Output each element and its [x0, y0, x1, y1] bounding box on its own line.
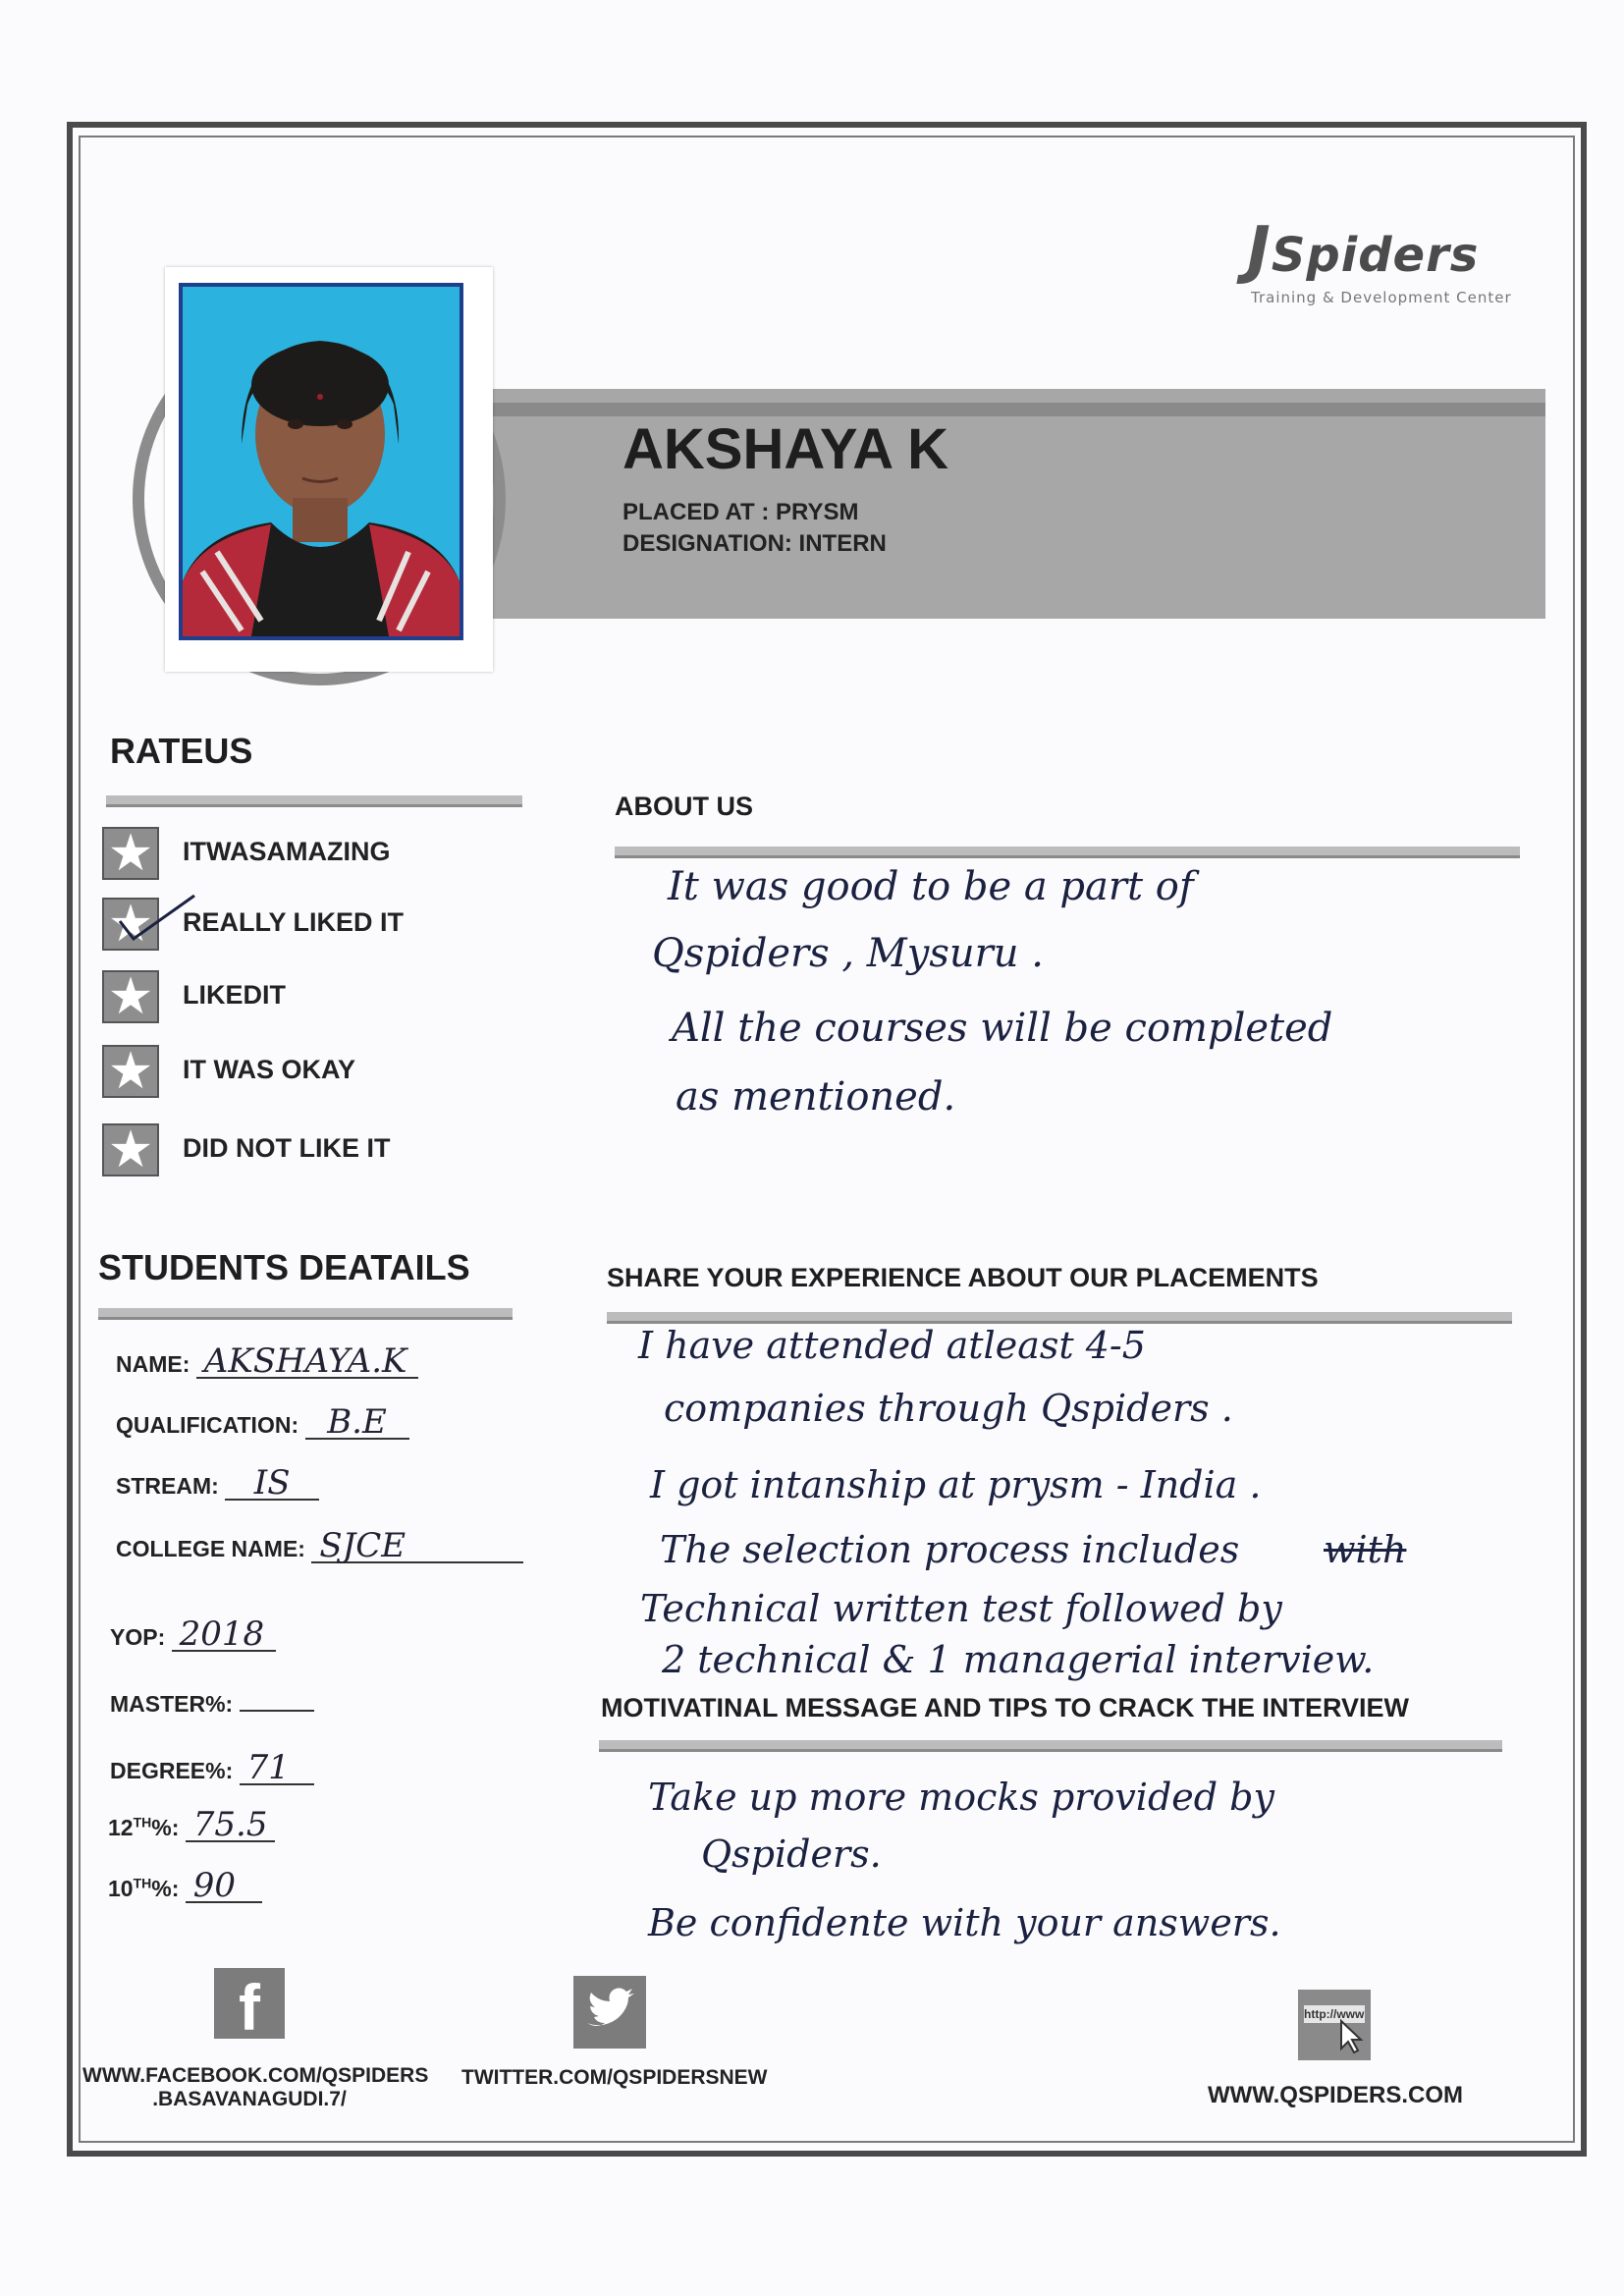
jspiders-logo [1247, 214, 1542, 316]
student-details-title: STUDENTS DEATAILS [98, 1247, 470, 1287]
student-name-heading: AKSHAYA K [623, 417, 948, 481]
star-icon: ★ [102, 970, 159, 1023]
qualification-field: QUALIFICATION: B.E [116, 1406, 409, 1440]
stream-field: STREAM: IS [116, 1467, 319, 1501]
logo-word: Spiders [1271, 228, 1480, 283]
rating-label: IT WAS OKAY [183, 1055, 356, 1084]
motivation-title: MOTIVATINAL MESSAGE AND TIPS TO CRACK THE INTERVIEW [601, 1693, 1410, 1722]
motivation-line-2: Qspiders. [701, 1832, 882, 1876]
rating-label: ITWASAMAZING [183, 837, 391, 866]
facebook-icon[interactable]: f [214, 1968, 285, 2039]
master-field: MASTER%: [110, 1691, 314, 1718]
placement-line-1: I have attended atleast 4-5 [638, 1324, 1146, 1367]
placements-title: SHARE YOUR EXPERIENCE ABOUT OUR PLACEMENTS [607, 1263, 1319, 1292]
placement-line-5: Technical written test followed by [640, 1587, 1282, 1630]
placement-line-3: I got intanship at prysm - India . [650, 1463, 1262, 1506]
tenth-value[interactable]: 90 [186, 1870, 262, 1903]
name-value[interactable]: AKSHAYA.K [196, 1345, 418, 1379]
student-photo [165, 267, 493, 672]
portrait-image [183, 287, 460, 636]
about-us-title: ABOUT US [615, 792, 753, 821]
twelfth-field: 12TH%: 75.5 [108, 1809, 275, 1842]
rate-us-title: RATEUS [110, 731, 253, 771]
master-value[interactable] [240, 1710, 314, 1712]
star-icon: ★ [102, 1123, 159, 1176]
about-line-3: All the courses will be completed [672, 1006, 1333, 1051]
about-line-1: It was good to be a part of [668, 864, 1194, 909]
degree-value[interactable]: 71 [240, 1752, 314, 1785]
motivation-rule [599, 1740, 1502, 1752]
twitter-url[interactable]: TWITTER.COM/QSPIDERSNEW [461, 2066, 768, 2089]
motivation-line-1: Take up more mocks provided by [648, 1776, 1274, 1819]
placement-line-2: companies through Qspiders . [664, 1387, 1233, 1430]
star-icon: ★ [102, 1045, 159, 1098]
placement-line-6: 2 technical & 1 managerial interview. [662, 1638, 1375, 1681]
degree-field: DEGREE%: 71 [110, 1752, 314, 1785]
college-field: COLLEGE NAME: SJCE [116, 1530, 523, 1563]
about-line-4: as mentioned. [676, 1074, 956, 1120]
placed-at: PLACED AT : PRYSM [623, 499, 859, 525]
logo-letter: J [1247, 214, 1272, 287]
about-line-2: Qspiders , Mysuru . [652, 931, 1044, 976]
college-value[interactable]: SJCE [311, 1530, 523, 1563]
twelfth-value[interactable]: 75.5 [186, 1809, 276, 1842]
banner-top-bar [481, 403, 1545, 416]
web-link-icon[interactable]: http://www [1298, 1990, 1371, 2060]
rating-label: DID NOT LIKE IT [183, 1133, 391, 1163]
rate-us-rule [106, 795, 522, 807]
yop-value[interactable]: 2018 [172, 1618, 276, 1652]
star-icon: ★ [102, 827, 159, 880]
placement-struck-word: with [1324, 1528, 1407, 1571]
yop-field: YOP: 2018 [110, 1618, 276, 1652]
name-field: NAME: AKSHAYA.K [116, 1345, 418, 1379]
student-details-rule [98, 1308, 513, 1320]
about-us-rule [615, 847, 1520, 858]
facebook-url[interactable]: WWW.FACEBOOK.COM/QSPIDERS .BASAVANAGUDI.7/ [82, 2064, 429, 2110]
tenth-field: 10TH%: 90 [108, 1870, 262, 1903]
website-url[interactable]: WWW.QSPIDERS.COM [1208, 2082, 1463, 2108]
rating-label: REALLY LIKED IT [183, 907, 405, 937]
stream-value[interactable]: IS [225, 1467, 319, 1501]
rating-label: LIKEDIT [183, 980, 286, 1010]
star-icon: ★ [102, 898, 159, 951]
motivation-line-3: Be confidente with your answers. [648, 1901, 1281, 1944]
logo-tagline: Training & Development Center [1251, 289, 1512, 306]
qualification-value[interactable]: B.E [305, 1406, 409, 1440]
twitter-icon[interactable] [573, 1976, 646, 2049]
placement-line-4: The selection process includes [660, 1528, 1240, 1571]
placements-rule [607, 1312, 1512, 1324]
designation: DESIGNATION: INTERN [623, 530, 887, 557]
